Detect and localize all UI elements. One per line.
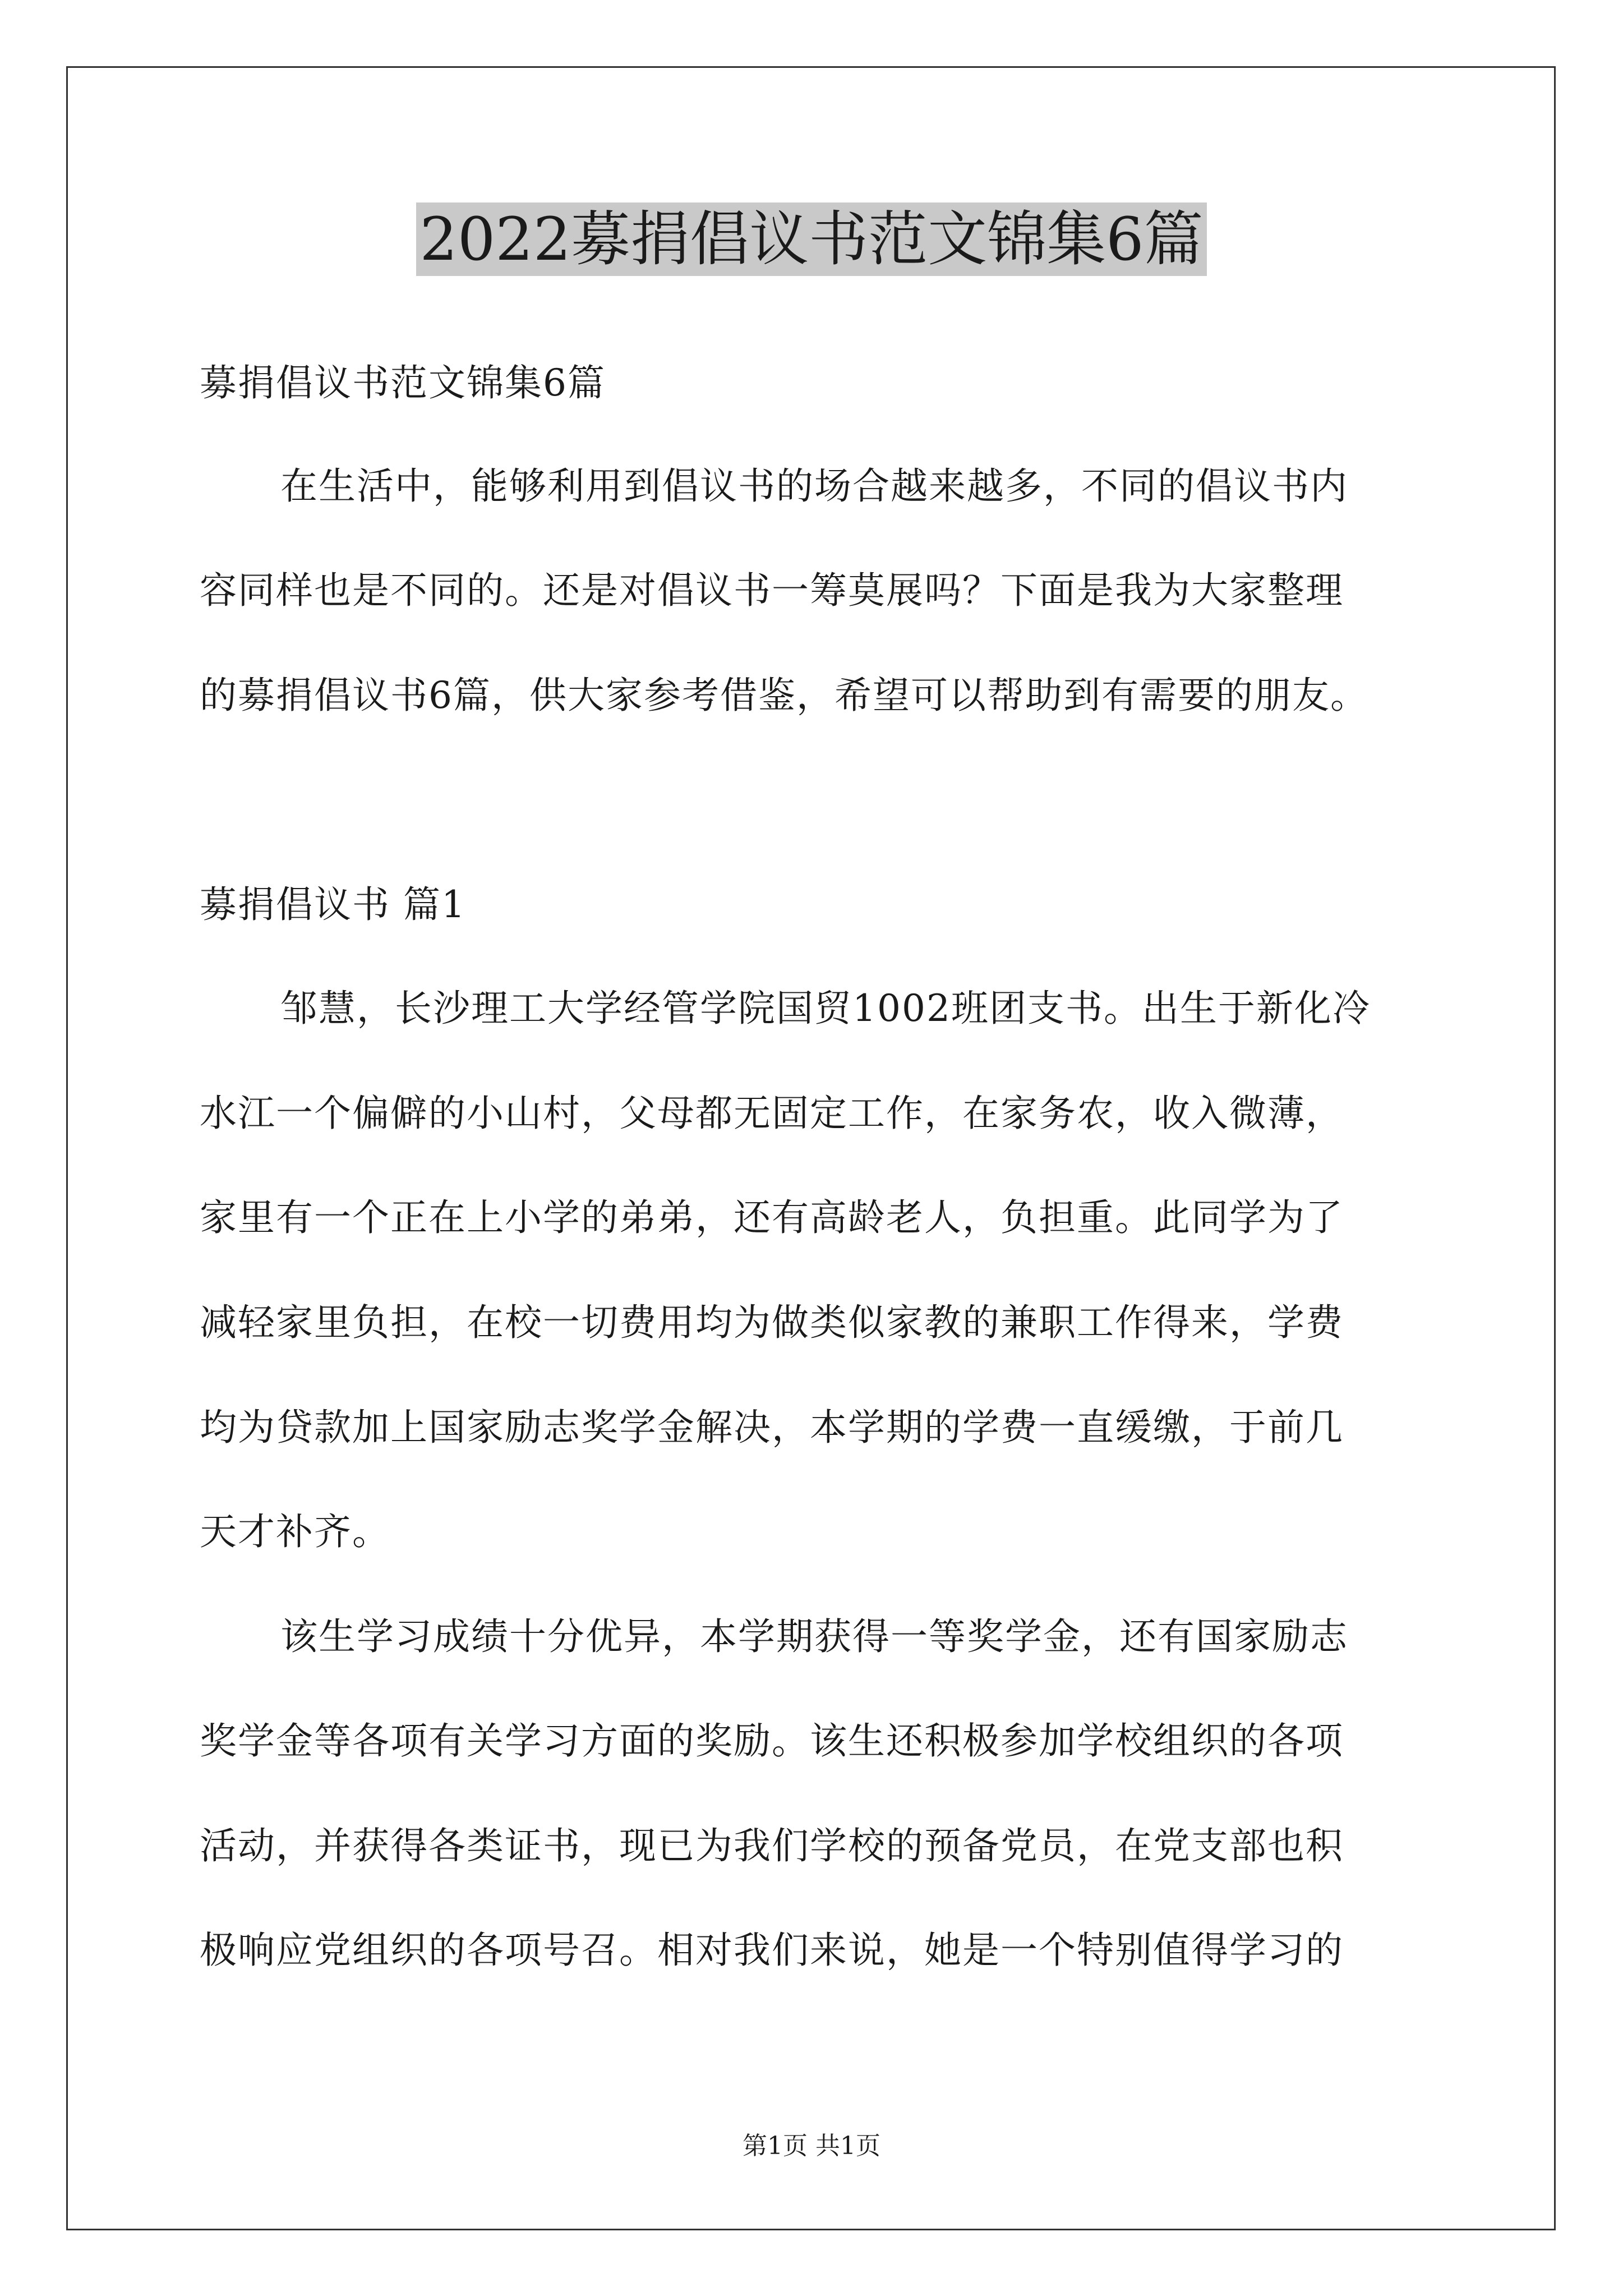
section-heading: 募捐倡议书 篇1 — [200, 883, 466, 926]
paragraph1-line-6: 天才补齐。 — [200, 1510, 390, 1553]
document-title-text: 2022募捐倡议书范文锦集6篇 — [416, 203, 1206, 276]
paragraph1-line-2: 水江一个偏僻的小山村，父母都无固定工作，在家务农，收入微薄， — [200, 1092, 1344, 1135]
paragraph1-line-3: 家里有一个正在上小学的弟弟，还有高龄老人，负担重。此同学为了 — [200, 1196, 1344, 1239]
paragraph2-line-3: 活动，并获得各类证书，现已为我们学校的预备党员，在党支部也积 — [200, 1824, 1344, 1867]
paragraph1-line-1: 邹慧，长沙理工大学经管学院国贸1002班团支书。出生于新化冷 — [280, 987, 1371, 1030]
intro-line-3: 的募捐倡议书6篇，供大家参考借鉴，希望可以帮助到有需要的朋友。 — [200, 674, 1368, 717]
paragraph2-line-4: 极响应党组织的各项号召。相对我们来说，她是一个特别值得学习的 — [200, 1929, 1344, 1972]
intro-line-1: 在生活中，能够利用到倡议书的场合越来越多，不同的倡议书内 — [280, 464, 1348, 508]
page-footer: 第1页 共1页 — [743, 2132, 880, 2160]
document-title — [0, 203, 1623, 276]
paragraph2-line-2: 奖学金等各项有关学习方面的奖励。该生还积极参加学校组织的各项 — [200, 1719, 1344, 1763]
paragraph1-line-5: 均为贷款加上国家励志奖学金解决，本学期的学费一直缓缴，于前几 — [200, 1406, 1344, 1449]
paragraph2-line-1: 该生学习成绩十分优异，本学期获得一等奖学金，还有国家励志 — [280, 1615, 1348, 1658]
paragraph1-line-4: 减轻家里负担，在校一切费用均为做类似家教的兼职工作得来，学费 — [200, 1301, 1344, 1344]
intro-line-2: 容同样也是不同的。还是对倡议书一筹莫展吗？下面是我为大家整理 — [200, 569, 1344, 612]
document-subtitle: 募捐倡议书范文锦集6篇 — [200, 361, 606, 404]
